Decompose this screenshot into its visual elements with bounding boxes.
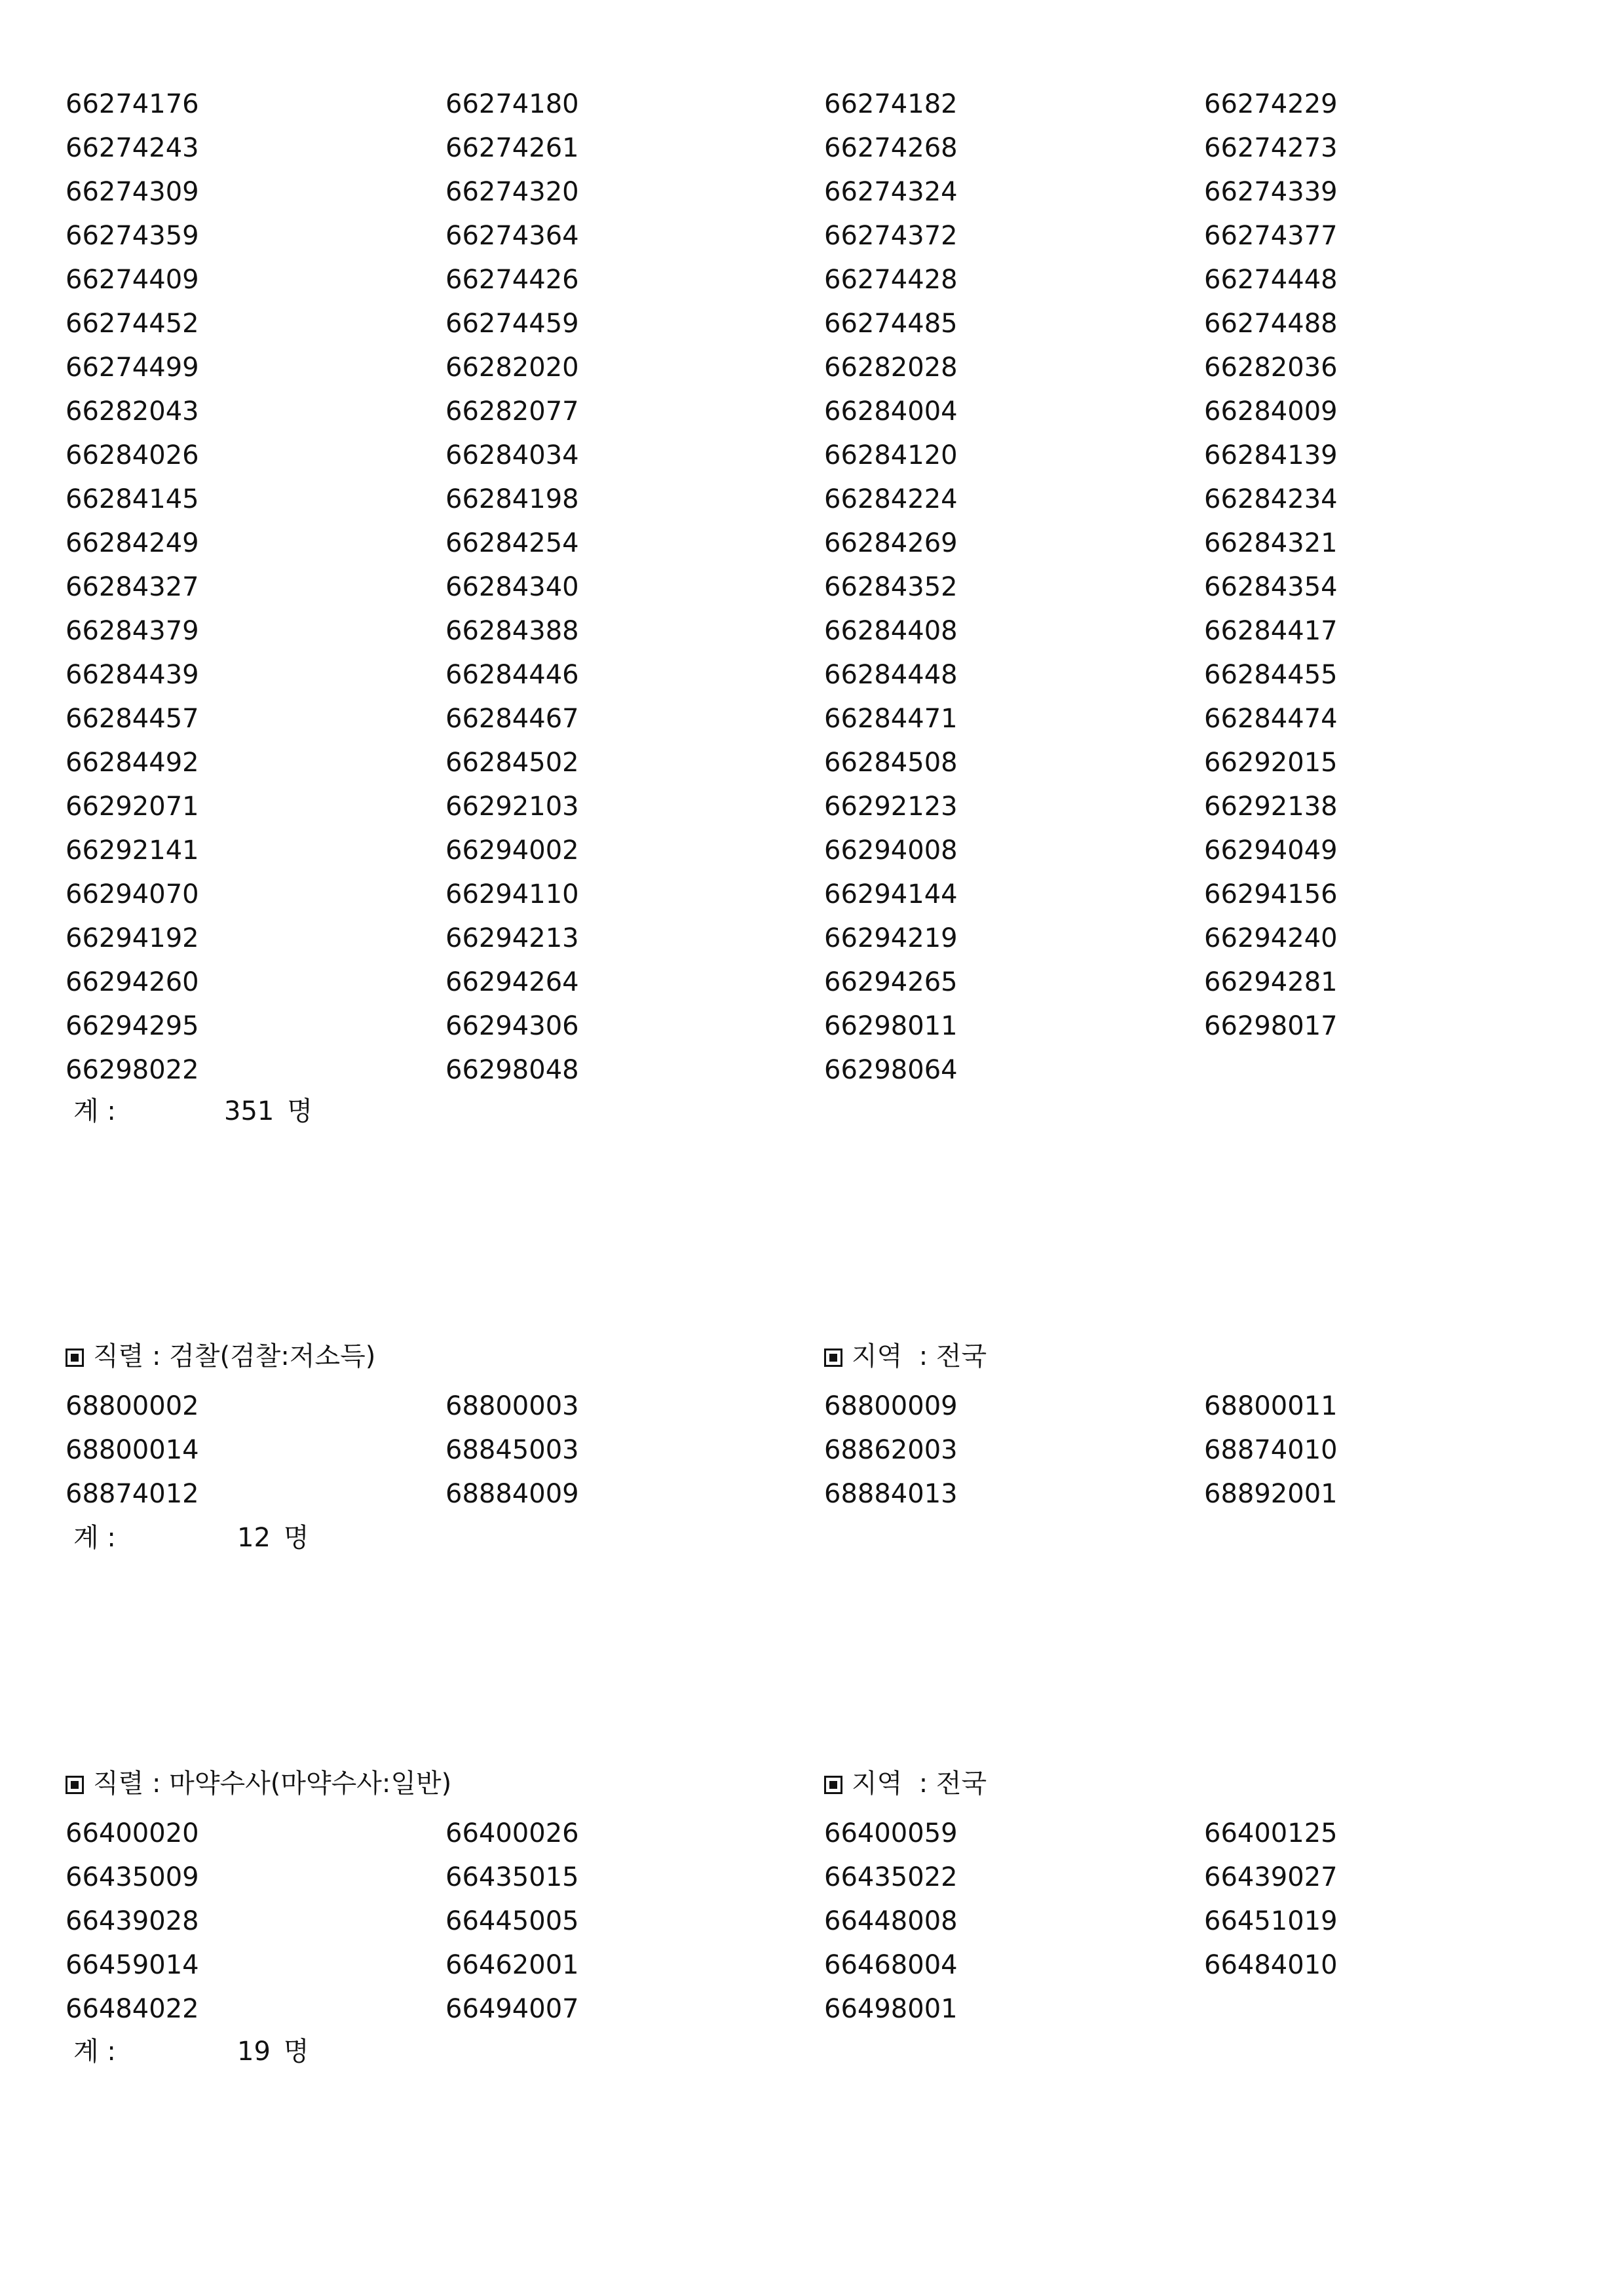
total-label: 계 :	[73, 2037, 116, 2067]
id-number: 66284139	[1204, 440, 1338, 470]
id-number: 66484022	[66, 1994, 199, 2024]
id-number: 66298048	[445, 1055, 579, 1085]
id-number: 66284224	[824, 484, 958, 514]
total-unit: 명	[283, 2037, 309, 2067]
total-count: 12	[237, 1523, 271, 1553]
total-label: 계 :	[73, 1096, 116, 1126]
id-number: 66274426	[445, 265, 579, 295]
id-number: 66484010	[1204, 1950, 1338, 1980]
id-number: 66284492	[66, 748, 199, 778]
id-number: 68800011	[1204, 1391, 1338, 1421]
id-number: 66284474	[1204, 704, 1338, 734]
id-number: 66448008	[824, 1906, 958, 1936]
id-number: 68862003	[824, 1435, 958, 1465]
id-number: 66292138	[1204, 792, 1338, 822]
id-number: 66294281	[1204, 967, 1338, 997]
total-unit: 명	[283, 1523, 309, 1553]
id-number: 66274261	[445, 133, 579, 163]
id-number: 66284457	[66, 704, 199, 734]
id-number: 66284408	[824, 616, 958, 646]
id-number: 66284439	[66, 660, 199, 690]
square-bullet-icon	[824, 1776, 842, 1794]
id-number: 66274448	[1204, 265, 1338, 295]
id-number: 66451019	[1204, 1906, 1338, 1936]
id-number: 66274324	[824, 177, 958, 207]
id-number: 66294192	[66, 923, 199, 953]
job-category-label: 직렬 : 검찰(검찰:저소득)	[66, 1335, 375, 1379]
id-number: 66284120	[824, 440, 958, 470]
id-number: 66274452	[66, 309, 199, 339]
id-number: 66294219	[824, 923, 958, 953]
section-3-header	[66, 1762, 1585, 1806]
id-number: 66274359	[66, 221, 199, 251]
id-number: 66284198	[445, 484, 579, 514]
id-number: 68800009	[824, 1391, 958, 1421]
id-number: 66282043	[66, 396, 199, 427]
id-number: 66294156	[1204, 879, 1338, 909]
id-number: 66462001	[445, 1950, 579, 1980]
id-number: 68884009	[445, 1479, 579, 1509]
id-list-section-2	[66, 1385, 1584, 1516]
id-number: 66282036	[1204, 353, 1338, 383]
id-list-section-1	[66, 83, 1584, 1092]
total-section-3	[73, 2030, 309, 2074]
id-number: 66294213	[445, 923, 579, 953]
id-number: 66274499	[66, 353, 199, 383]
job-category-label: 직렬 : 마약수사(마약수사:일반)	[66, 1762, 451, 1806]
id-number: 66274372	[824, 221, 958, 251]
id-number: 66274309	[66, 177, 199, 207]
id-number: 66284467	[445, 704, 579, 734]
id-number: 66294049	[1204, 835, 1338, 866]
id-number: 66294306	[445, 1011, 579, 1041]
id-number: 66292015	[1204, 748, 1338, 778]
id-number: 66400026	[445, 1818, 579, 1848]
id-number: 66284379	[66, 616, 199, 646]
id-number: 66284145	[66, 484, 199, 514]
id-number: 66294264	[445, 967, 579, 997]
total-section-2	[73, 1516, 309, 1560]
total-section-1	[73, 1090, 312, 1134]
section-2-header	[66, 1335, 1585, 1379]
id-number: 66284352	[824, 572, 958, 602]
id-number: 66274488	[1204, 309, 1338, 339]
id-number: 66459014	[66, 1950, 199, 1980]
id-number: 66282028	[824, 353, 958, 383]
id-number: 68892001	[1204, 1479, 1338, 1509]
id-number: 66292123	[824, 792, 958, 822]
id-number: 66298017	[1204, 1011, 1338, 1041]
id-number: 66294002	[445, 835, 579, 866]
id-number: 66294110	[445, 879, 579, 909]
id-number: 66468004	[824, 1950, 958, 1980]
id-number: 66274229	[1204, 89, 1338, 119]
id-number: 66435022	[824, 1862, 958, 1892]
id-number: 66274339	[1204, 177, 1338, 207]
id-number: 66400020	[66, 1818, 199, 1848]
id-number: 66294265	[824, 967, 958, 997]
id-number: 66439027	[1204, 1862, 1338, 1892]
total-count: 351	[224, 1096, 274, 1126]
id-number: 66284249	[66, 528, 199, 558]
id-number: 66284269	[824, 528, 958, 558]
id-number: 66274180	[445, 89, 579, 119]
id-number: 66435009	[66, 1862, 199, 1892]
region-label: 지역 : 전국	[824, 1335, 987, 1379]
id-number: 66282020	[445, 353, 579, 383]
id-number: 66274176	[66, 89, 199, 119]
id-number: 66400125	[1204, 1818, 1338, 1848]
id-number: 66274409	[66, 265, 199, 295]
id-number: 66274428	[824, 265, 958, 295]
id-number: 66274243	[66, 133, 199, 163]
id-number: 66284327	[66, 572, 199, 602]
id-number: 66274273	[1204, 133, 1338, 163]
id-number: 66292141	[66, 835, 199, 866]
id-list-section-3	[66, 1812, 1584, 2031]
total-count: 19	[237, 2037, 271, 2067]
id-number: 68884013	[824, 1479, 958, 1509]
id-number: 66298011	[824, 1011, 958, 1041]
id-number: 66292071	[66, 792, 199, 822]
id-number: 66294295	[66, 1011, 199, 1041]
id-number: 66284234	[1204, 484, 1338, 514]
id-number: 68874012	[66, 1479, 199, 1509]
id-number: 66284446	[445, 660, 579, 690]
region-label: 지역 : 전국	[824, 1762, 987, 1806]
id-number: 66284254	[445, 528, 579, 558]
id-number: 66284417	[1204, 616, 1338, 646]
id-number: 66298064	[824, 1055, 958, 1085]
id-number: 66294144	[824, 879, 958, 909]
id-number: 66284388	[445, 616, 579, 646]
id-number: 66400059	[824, 1818, 958, 1848]
id-number: 66439028	[66, 1906, 199, 1936]
id-number: 66498001	[824, 1994, 958, 2024]
id-number: 66435015	[445, 1862, 579, 1892]
id-number: 66274320	[445, 177, 579, 207]
total-unit: 명	[287, 1096, 312, 1126]
id-number: 66284321	[1204, 528, 1338, 558]
id-number: 66274268	[824, 133, 958, 163]
id-number: 68800014	[66, 1435, 199, 1465]
id-number: 66294260	[66, 967, 199, 997]
id-number: 68845003	[445, 1435, 579, 1465]
id-number: 68874010	[1204, 1435, 1338, 1465]
id-number: 66294008	[824, 835, 958, 866]
total-label: 계 :	[73, 1523, 116, 1553]
id-number: 66284009	[1204, 396, 1338, 427]
id-number: 66494007	[445, 1994, 579, 2024]
id-number: 66274485	[824, 309, 958, 339]
id-number: 66284448	[824, 660, 958, 690]
square-bullet-icon	[66, 1349, 84, 1367]
id-number: 66274364	[445, 221, 579, 251]
id-number: 68800003	[445, 1391, 579, 1421]
id-number: 66445005	[445, 1906, 579, 1936]
id-number: 66284354	[1204, 572, 1338, 602]
square-bullet-icon	[66, 1776, 84, 1794]
id-number: 66292103	[445, 792, 579, 822]
id-number: 66284508	[824, 748, 958, 778]
id-number: 66284471	[824, 704, 958, 734]
id-number: 66284004	[824, 396, 958, 427]
id-number: 66284340	[445, 572, 579, 602]
id-number: 66284026	[66, 440, 199, 470]
id-number: 66284034	[445, 440, 579, 470]
id-number: 66298022	[66, 1055, 199, 1085]
id-number: 66284502	[445, 748, 579, 778]
id-number: 66284455	[1204, 660, 1338, 690]
id-number: 66294240	[1204, 923, 1338, 953]
id-number: 68800002	[66, 1391, 199, 1421]
id-number: 66274182	[824, 89, 958, 119]
id-number: 66274377	[1204, 221, 1338, 251]
id-number: 66282077	[445, 396, 579, 427]
id-number: 66274459	[445, 309, 579, 339]
square-bullet-icon	[824, 1349, 842, 1367]
id-number: 66294070	[66, 879, 199, 909]
